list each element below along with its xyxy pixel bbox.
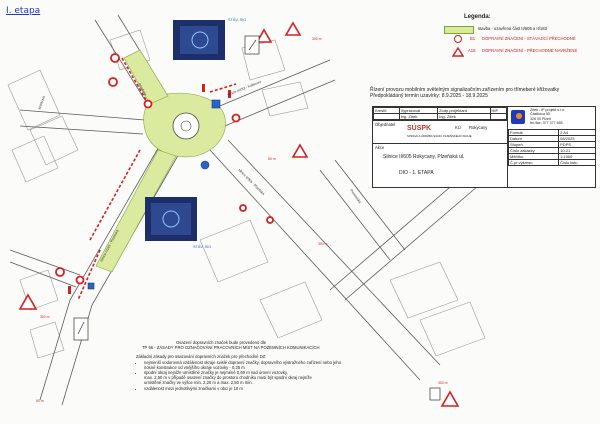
tb-akce-label: Akce <box>375 145 385 150</box>
label-road-a: silnice II/183 - Plzeňská <box>99 229 120 263</box>
intro-line-2: Předpokládaný termín uzavírky: 8.9.2025 - 18.9.2025 <box>370 93 488 99</box>
notes-list <box>136 360 386 391</box>
notes-p3: Základní zásady pro osazování dopravních značek pro přechodné DZ: <box>136 354 267 360</box>
notes-p2: TP 66 - ZÁSADY PRO OZNAČOVÁNÍ PRACOVNÍCH MÍST NA POZEMNÍCH KOMUNIKACÍCH <box>142 345 320 351</box>
tb-akce-value: Silnice II/605 Rokycany, Plzeňská ul. <box>383 154 465 160</box>
stage-handwritten-label: I. etapa <box>6 6 41 16</box>
triangle-sign-icon <box>452 47 464 57</box>
legend-item-existing <box>430 35 590 47</box>
tb-hip: HIP <box>490 108 506 114</box>
signal-photo-top <box>173 20 225 60</box>
label-dist-300d: 300 m <box>318 242 328 246</box>
closed-swatch-icon <box>444 26 474 34</box>
notes-p1: Osazení dopravních značek bude provedeno dle <box>176 340 267 345</box>
label-stav-bottom: STÁV. SIG <box>193 245 212 249</box>
tb-objednatel-sub: SPRÁVA A ÚDRŽBA SILNIC PLZEŇSKÉHO KRAJE <box>407 134 472 138</box>
notes-item: max. 2,50 m v případě osazení značky do prostoru chodníku musí být spodní okraj nejníže <box>144 375 312 381</box>
circle-sign-icon <box>454 35 462 43</box>
tb-ku-label: KÚ <box>455 125 461 130</box>
meta-scale: 1:1000 <box>559 154 596 160</box>
intro-line-1: Řízení provozu mobilním světelným signalizačním zařízením pro třímeberé křižovatky <box>370 87 560 93</box>
company-addr2: 326 00 Plzeň <box>530 116 551 121</box>
meta-date: 08/2025 <box>559 136 596 142</box>
label-dist-300a: 300 m <box>312 37 322 41</box>
company-addr1: Částkova 55 <box>530 112 550 117</box>
company-tel: tel./fax: 377 377 655 <box>530 121 563 126</box>
meta-table: Formát 2 A4 Datum 08/2025 Stupeň PDPS Číslo zakázky 10-21 Měřítko 1:1000 Č.př.výkresu Číslo listu <box>508 129 596 166</box>
meta-sheet: Číslo listu <box>559 160 596 166</box>
tb-objednatel-label: Objednatel <box>375 122 396 127</box>
label-dist-50b: 50 m <box>36 399 44 403</box>
label-stav-top: STÁV. SIG <box>228 18 247 22</box>
legend-item-proposed <box>430 47 590 59</box>
label-road-c: silnice II/605 - Plzeňská <box>237 167 266 196</box>
company-logo-dot <box>516 113 522 119</box>
intro-text <box>370 87 595 99</box>
label-road-d: silnice II/183 - Kollárova <box>226 79 262 97</box>
label-road-b: Plzeňská <box>137 82 148 97</box>
cadastral-buildings <box>8 30 488 358</box>
meta-order: 10-21 <box>559 148 596 154</box>
tb-vypracoval-name: Ing. Zítek <box>399 114 438 120</box>
tb-vypracoval: Vypracoval <box>399 108 438 114</box>
roundabout-island <box>173 113 199 139</box>
legend-text-proposed: DOPRAVNÍ ZNAČENÍ - PŘECHODNÉ NAVRŽENÉ <box>482 48 578 53</box>
legend-text-closed: stavba - uzavřená část II/605 a II/183 <box>478 26 547 31</box>
tb-drawing-value: DIO - 1. ETAPA <box>399 170 434 176</box>
title-block <box>372 106 596 188</box>
legend-title: Legenda: <box>464 14 491 20</box>
tb-zodp: Zodp.projektant <box>438 108 490 114</box>
notes-item: nosné konstrukce od vnějšího okraje vozovky - 0,25 m <box>144 364 245 370</box>
label-dist-300c: 300 m <box>438 381 448 385</box>
tb-kreslil: Kreslil: <box>374 108 400 114</box>
legend-text-existing: DOPRAVNÍ ZNAČENÍ - STÁVAJÍCÍ PŘECHODNÉ <box>482 36 576 41</box>
legend-item-closed <box>430 25 590 35</box>
signature-table <box>373 107 507 120</box>
legend <box>430 14 590 66</box>
notes-item: • spodní okraj nejníže umístěné značky je nejméně 0,60 m nad úrovní vozovky, <box>144 370 386 375</box>
meta-stage: PDPS <box>559 142 596 148</box>
legend-code-b1: B1 <box>470 36 476 41</box>
label-dist-300b: 300 m <box>40 315 50 319</box>
company-name: Zítek - IP projekt s.r.o. <box>530 108 566 112</box>
label-street-right: Pivovarská <box>349 188 362 205</box>
tb-zodp-name: Ing. Zítek <box>438 114 490 120</box>
legend-code-a15: A15 <box>468 48 476 53</box>
meta-format: 2 A4 <box>559 130 596 136</box>
label-dist-50: 50 m <box>268 157 276 161</box>
tb-ku-value: Rokycany <box>469 125 488 130</box>
notes-item: • vzdálenost mezi jednotlivými značkami v obci je 10 m <box>144 386 386 391</box>
label-street-left: Jiráskova <box>37 95 46 111</box>
notes <box>136 340 386 391</box>
notes-item: • nejmenší vodorovná vzdálenost okraje svislé dopravní značky, dopravního výstražného zařízení nebo jeho <box>144 360 386 365</box>
signal-photo-bottom <box>145 197 197 241</box>
client-logo: SÚSPK <box>407 125 432 132</box>
notes-item: umístěné značky ve výšce min. 2,20 m a max. 2,50 m min. <box>144 380 253 386</box>
